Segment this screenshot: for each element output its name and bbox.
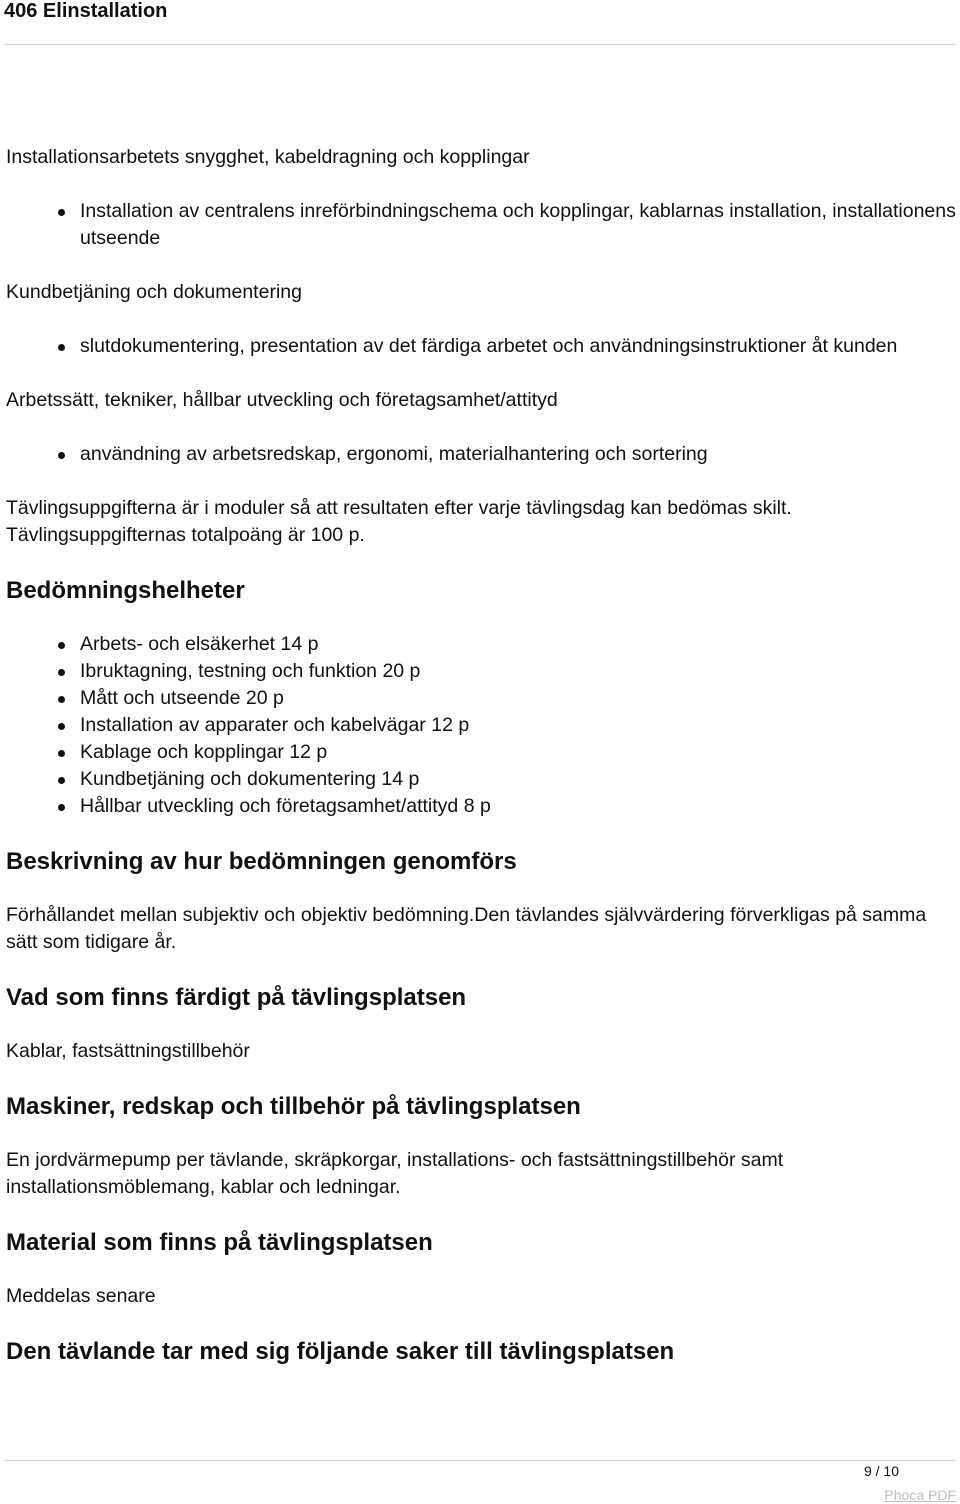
list-item: användning av arbetsredskap, ergonomi, materialhantering och sortering [80, 441, 956, 468]
ready-heading: Vad som finns färdigt på tävlingsplatsen [6, 984, 467, 1011]
installation-heading: Installationsarbetets snygghet, kabeldragning och kopplingar [6, 146, 530, 168]
installation-bullet-list [6, 198, 956, 252]
material-paragraph: Meddelas senare [6, 1285, 156, 1307]
list-item: Arbets- och elsäkerhet 14 p [80, 631, 956, 658]
machines-paragraph: En jordvärmepump per tävlande, skräpkorgar, installations- och fastsättningstillbehör samt installationsmöblemang, kablar och ledningar. [6, 1149, 784, 1198]
document-body [6, 144, 956, 1366]
methods-heading: Arbetssätt, tekniker, hållbar utveckling och företagsamhet/attityd [6, 389, 558, 411]
material-heading: Material som finns på tävlingsplatsen [6, 1229, 433, 1256]
how-paragraph: Förhållandet mellan subjektiv och objektiv bedömning.Den tävlandes självvärdering förverkligas på samma sätt som tidigare år. [6, 904, 927, 953]
methods-bullet-list [6, 441, 956, 468]
service-heading: Kundbetjäning och dokumentering [6, 281, 302, 303]
assessment-list [6, 631, 956, 820]
page-number: 9 / 10 [863, 1463, 899, 1479]
modules-paragraph: Tävlingsuppgifterna är i moduler så att resultaten efter varje tävlingsdag kan bedömas skilt. Tävlingsuppgifternas totalpoäng är 100 p. [6, 497, 792, 546]
list-item: Kablage och kopplingar 12 p [80, 739, 956, 766]
list-item: Hållbar utveckling och företagsamhet/attityd 8 p [80, 793, 956, 820]
list-item: Installation av apparater och kabelvägar 12 p [80, 712, 956, 739]
how-heading: Beskrivning av hur bedömningen genomförs [6, 848, 517, 875]
service-bullet-list [6, 333, 956, 360]
list-item: Kundbetjäning och dokumentering 14 p [80, 766, 956, 793]
footer-divider [4, 1460, 956, 1461]
assessment-heading: Bedömningshelheter [6, 577, 245, 604]
machines-heading: Maskiner, redskap och tillbehör på tävlingsplatsen [6, 1093, 581, 1120]
list-item: Mått och utseende 20 p [80, 685, 956, 712]
list-item: Ibruktagning, testning och funktion 20 p [80, 658, 956, 685]
bring-heading: Den tävlande tar med sig följande saker till tävlingsplatsen [6, 1338, 675, 1365]
header-divider [4, 44, 956, 45]
document-title: 406 Elinstallation [4, 0, 168, 22]
list-item: slutdokumentering, presentation av det färdiga arbetet och användningsinstruktioner åt kunden [80, 333, 956, 360]
ready-paragraph: Kablar, fastsättningstillbehör [6, 1040, 250, 1062]
phoca-pdf-link[interactable]: Phoca PDF [884, 1487, 956, 1503]
list-item: Installation av centralens inreförbindningschema och kopplingar, kablarnas installation, installationens utseende [80, 198, 956, 252]
